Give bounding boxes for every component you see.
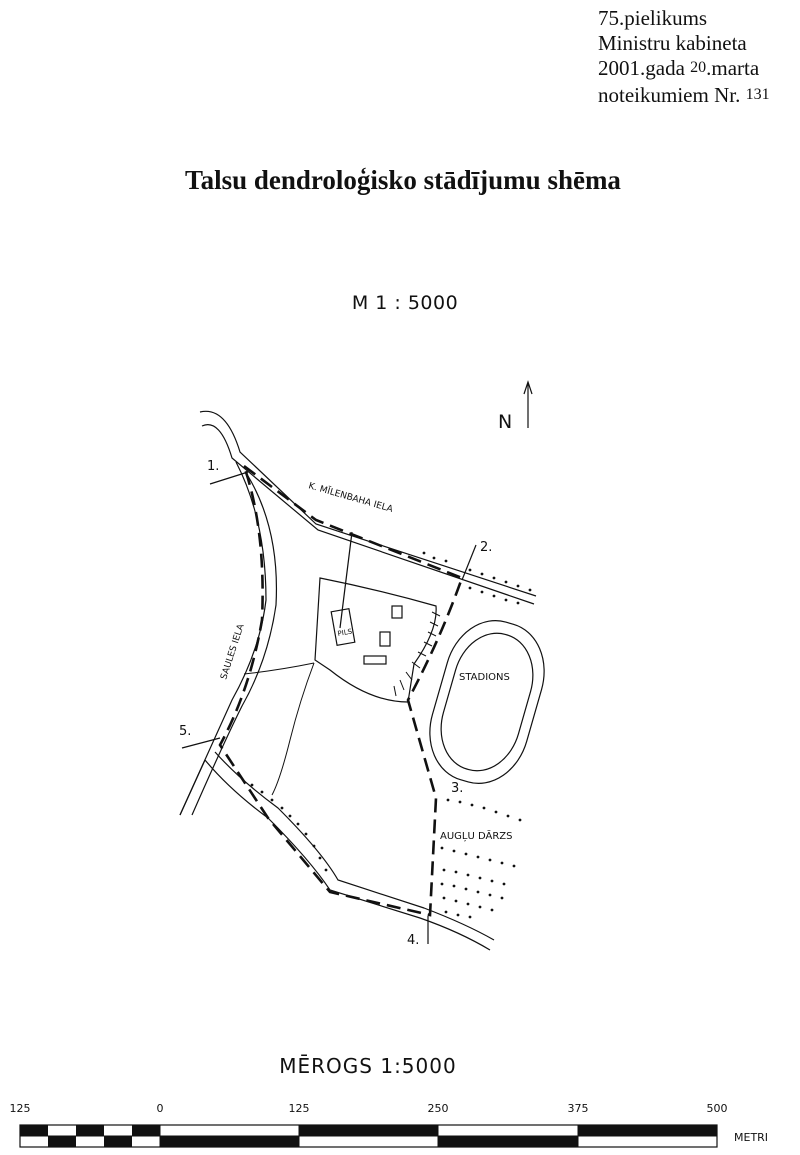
issuer-name: Ministru kabineta — [598, 31, 747, 55]
park-paths — [244, 663, 314, 795]
tree-dots — [251, 552, 532, 919]
appendix-number: 75.pielikums — [598, 6, 708, 30]
date-suffix: .marta — [706, 56, 760, 80]
regulation-prefix: noteikumiem Nr. — [598, 83, 746, 107]
road-south — [180, 752, 494, 950]
scale-unit-label: METRI — [734, 1131, 769, 1144]
scale-bar — [10, 1054, 769, 1147]
scale-tick-label: 0 — [156, 1102, 164, 1115]
boundary-point-2: 2. — [480, 540, 493, 555]
boundary-point-4: 4. — [407, 933, 420, 948]
street-label-milenbaha: K. MĪLENBAHA IELA — [307, 481, 394, 515]
scale-tick-label: 375 — [567, 1102, 589, 1115]
dots-south-west — [251, 784, 328, 872]
scale-tick-label: 250 — [427, 1102, 449, 1115]
boundary-point-5: 5. — [179, 724, 192, 739]
dots-road-north — [423, 552, 532, 605]
stadium-label: STADIONS — [459, 672, 510, 683]
stadium — [417, 610, 556, 795]
scale-subdivisions — [20, 1125, 160, 1147]
regulation-number: 131 — [745, 86, 770, 103]
road-saules — [180, 462, 276, 815]
document-title: Talsu dendroloģisko stādījumu shēma — [185, 165, 621, 195]
boundary-line — [220, 466, 462, 915]
north-label: N — [498, 411, 513, 433]
orchard-label: AUGĻU DĀRZS — [440, 831, 513, 842]
dots-orchard — [441, 799, 522, 919]
north-arrow-icon — [524, 382, 532, 428]
scale-tick-label: 500 — [706, 1102, 728, 1115]
date-day: 20 — [690, 59, 707, 76]
boundary-point-3: 3. — [451, 781, 464, 796]
scale-tick-label: 125 — [9, 1102, 31, 1115]
street-label-saules: SAULES IELA — [219, 623, 247, 681]
scale-bar-title: MĒROGS 1:5000 — [279, 1054, 457, 1078]
map-scale-label: M 1 : 5000 — [351, 292, 459, 314]
date-prefix: 2001.gada — [598, 56, 691, 80]
scale-tick-label: 125 — [288, 1102, 310, 1115]
castle-label: PILS — [336, 627, 353, 638]
boundary-point-1: 1. — [207, 459, 220, 474]
